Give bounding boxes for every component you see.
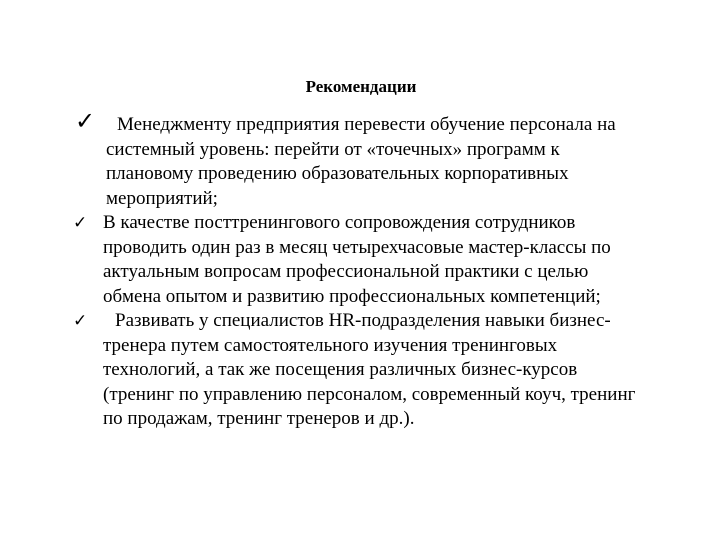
check-icon: ✓ xyxy=(73,213,88,233)
heading-text: Рекомендации xyxy=(305,77,417,96)
item-line: тренера путем самостоятельного изучения тренинговых xyxy=(103,334,558,356)
check-icon: ✓ xyxy=(75,107,96,135)
item-line: мероприятий; xyxy=(106,187,218,209)
item-line: по продажам, тренинг тренеров и др.). xyxy=(103,408,415,429)
page-title xyxy=(0,75,720,99)
item-line: проводить один раз в месяц четырехчасовые мастер-классы по xyxy=(103,236,611,258)
list-item xyxy=(73,107,673,211)
item-line: обмена опытом и развитию профессиональных компетенций; xyxy=(103,285,601,307)
recommendations-list xyxy=(73,107,673,432)
check-icon: ✓ xyxy=(73,311,88,331)
item-line: технологий, а так же посещения различных бизнес-курсов xyxy=(103,359,578,380)
item-line: плановому проведению образовательных корпоративных xyxy=(106,163,569,184)
list-item xyxy=(73,309,673,432)
list-item xyxy=(73,211,673,309)
item-line: В качестве посттренингового сопровождения сотрудников xyxy=(103,212,576,233)
item-line: актуальным вопросам профессиональной практики с целью xyxy=(103,261,589,282)
item-line: системный уровень: перейти от «точечных» программ к xyxy=(106,138,560,160)
item-line: Развивать у специалистов HR-подразделения навыки бизнес- xyxy=(115,310,611,331)
item-line: Менеджменту предприятия перевести обучение персонала на xyxy=(117,114,616,135)
item-line: (тренинг по управлению персоналом, современный коуч, тренинг xyxy=(103,383,636,405)
